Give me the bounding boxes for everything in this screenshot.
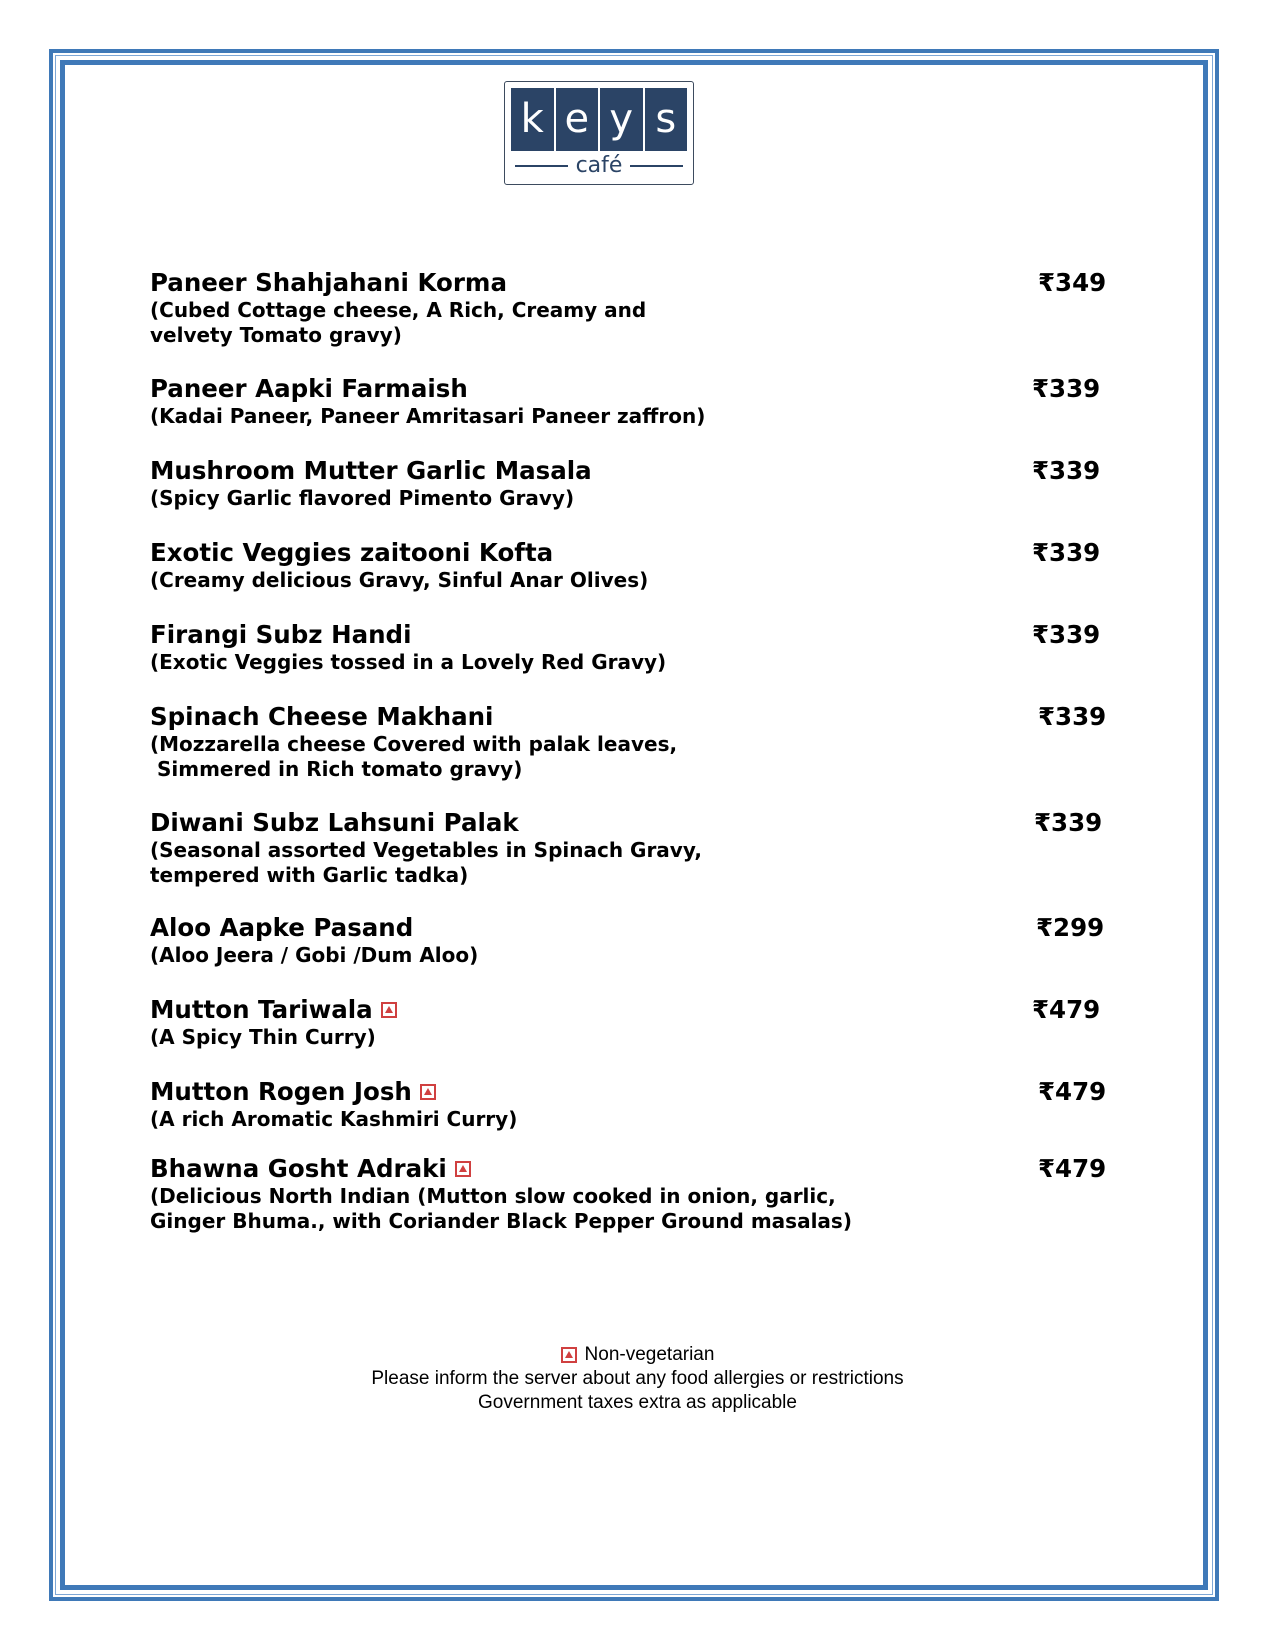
- tax-note: Government taxes extra as applicable: [478, 1392, 797, 1413]
- menu-item: [150, 456, 1120, 511]
- logo-cafe-text: café: [575, 153, 623, 178]
- menu-item-name: [150, 374, 1120, 404]
- menu-footer: [0, 1343, 1275, 1415]
- menu-item-price: ₹339: [1032, 620, 1101, 649]
- menu-item-description: (Exotic Veggies tossed in a Lovely Red Gravy): [150, 650, 667, 674]
- menu-item-description: (Seasonal assorted Vegetables in Spinach Gravy, tempered with Garlic tadka): [150, 838, 702, 887]
- legend-row: [0, 1343, 1275, 1367]
- menu-item-name: [150, 538, 1120, 568]
- menu-item-description: (A Spicy Thin Curry): [150, 1025, 376, 1049]
- menu-item-name: [150, 1154, 1120, 1184]
- menu-item: [150, 374, 1120, 429]
- allergy-note: Please inform the server about any food allergies or restrictions: [371, 1368, 904, 1389]
- menu-item-price: ₹479: [1032, 995, 1101, 1024]
- logo-rule-left: [515, 165, 568, 167]
- menu-item: [150, 1077, 1120, 1132]
- logo-letter: e: [556, 88, 599, 151]
- menu-item-description: (Spicy Garlic flavored Pimento Gravy): [150, 486, 575, 510]
- logo-letter: s: [645, 88, 688, 151]
- menu-item-name-text: Firangi Subz Handi: [150, 620, 412, 649]
- menu-item-price: ₹479: [1038, 1077, 1107, 1106]
- non-veg-icon: [420, 1084, 436, 1100]
- menu-item-name-text: Exotic Veggies zaitooni Kofta: [150, 538, 554, 567]
- keys-cafe-logo: [504, 81, 694, 185]
- logo-subtitle: [511, 154, 687, 178]
- menu-item: [150, 620, 1120, 675]
- menu-item-name-text: Aloo Aapke Pasand: [150, 913, 414, 942]
- menu-item-name-text: Paneer Shahjahani Korma: [150, 268, 507, 297]
- non-veg-legend-icon: [561, 1347, 577, 1363]
- menu-item-description: (Delicious North Indian (Mutton slow cooked in onion, garlic, Ginger Bhuma., with Coriander Black Pepper Ground masalas): [150, 1184, 852, 1233]
- legend-text: Non-vegetarian: [584, 1344, 715, 1365]
- menu-item-price: ₹339: [1034, 808, 1103, 837]
- menu-item-price: ₹339: [1032, 374, 1101, 403]
- logo-letter: k: [511, 88, 554, 151]
- menu-item-name: [150, 268, 1120, 298]
- logo-letters: [511, 88, 687, 151]
- menu-item-description: (Mozzarella cheese Covered with palak leaves, Simmered in Rich tomato gravy): [150, 732, 678, 781]
- menu-item-name-text: Paneer Aapki Farmaish: [150, 374, 468, 403]
- menu-item: [150, 538, 1120, 593]
- menu-item: [150, 995, 1120, 1050]
- menu-item-description: (A rich Aromatic Kashmiri Curry): [150, 1107, 518, 1131]
- logo-rule-right: [630, 165, 683, 167]
- menu-item-price: ₹299: [1036, 913, 1105, 942]
- menu-item-name-text: Mutton Tariwala: [150, 995, 373, 1024]
- menu-item-name: [150, 702, 1120, 732]
- menu-item-name: [150, 456, 1120, 486]
- menu-item-price: ₹339: [1032, 538, 1101, 567]
- menu-item-name: [150, 1077, 1120, 1107]
- menu-item: [150, 808, 1120, 888]
- menu-item: [150, 702, 1120, 782]
- menu-item-name-text: Mushroom Mutter Garlic Masala: [150, 456, 592, 485]
- menu-item-name: [150, 808, 1120, 838]
- non-veg-icon: [381, 1002, 397, 1018]
- menu-item-description: (Cubed Cottage cheese, A Rich, Creamy and velvety Tomato gravy): [150, 298, 647, 347]
- menu-item-price: ₹339: [1032, 456, 1101, 485]
- menu-item-name-text: Bhawna Gosht Adraki: [150, 1154, 447, 1183]
- menu-item-price: ₹349: [1038, 268, 1107, 297]
- menu-item-description: (Creamy delicious Gravy, Sinful Anar Olives): [150, 568, 649, 592]
- menu-item: [150, 1154, 1120, 1234]
- non-veg-icon: [455, 1161, 471, 1177]
- menu-item: [150, 268, 1120, 348]
- menu-item-name-text: Mutton Rogen Josh: [150, 1077, 412, 1106]
- menu-item: [150, 913, 1120, 968]
- menu-item-price: ₹339: [1038, 702, 1107, 731]
- menu-item-name-text: Spinach Cheese Makhani: [150, 702, 494, 731]
- menu-item-price: ₹479: [1038, 1154, 1107, 1183]
- menu-item-description: (Aloo Jeera / Gobi /Dum Aloo): [150, 943, 479, 967]
- logo-letter: y: [600, 88, 643, 151]
- menu-item-name: [150, 913, 1120, 943]
- menu-item-name-text: Diwani Subz Lahsuni Palak: [150, 808, 519, 837]
- menu-item-description: (Kadai Paneer, Paneer Amritasari Paneer zaffron): [150, 404, 706, 428]
- menu-item-name: [150, 995, 1120, 1025]
- menu-item-name: [150, 620, 1120, 650]
